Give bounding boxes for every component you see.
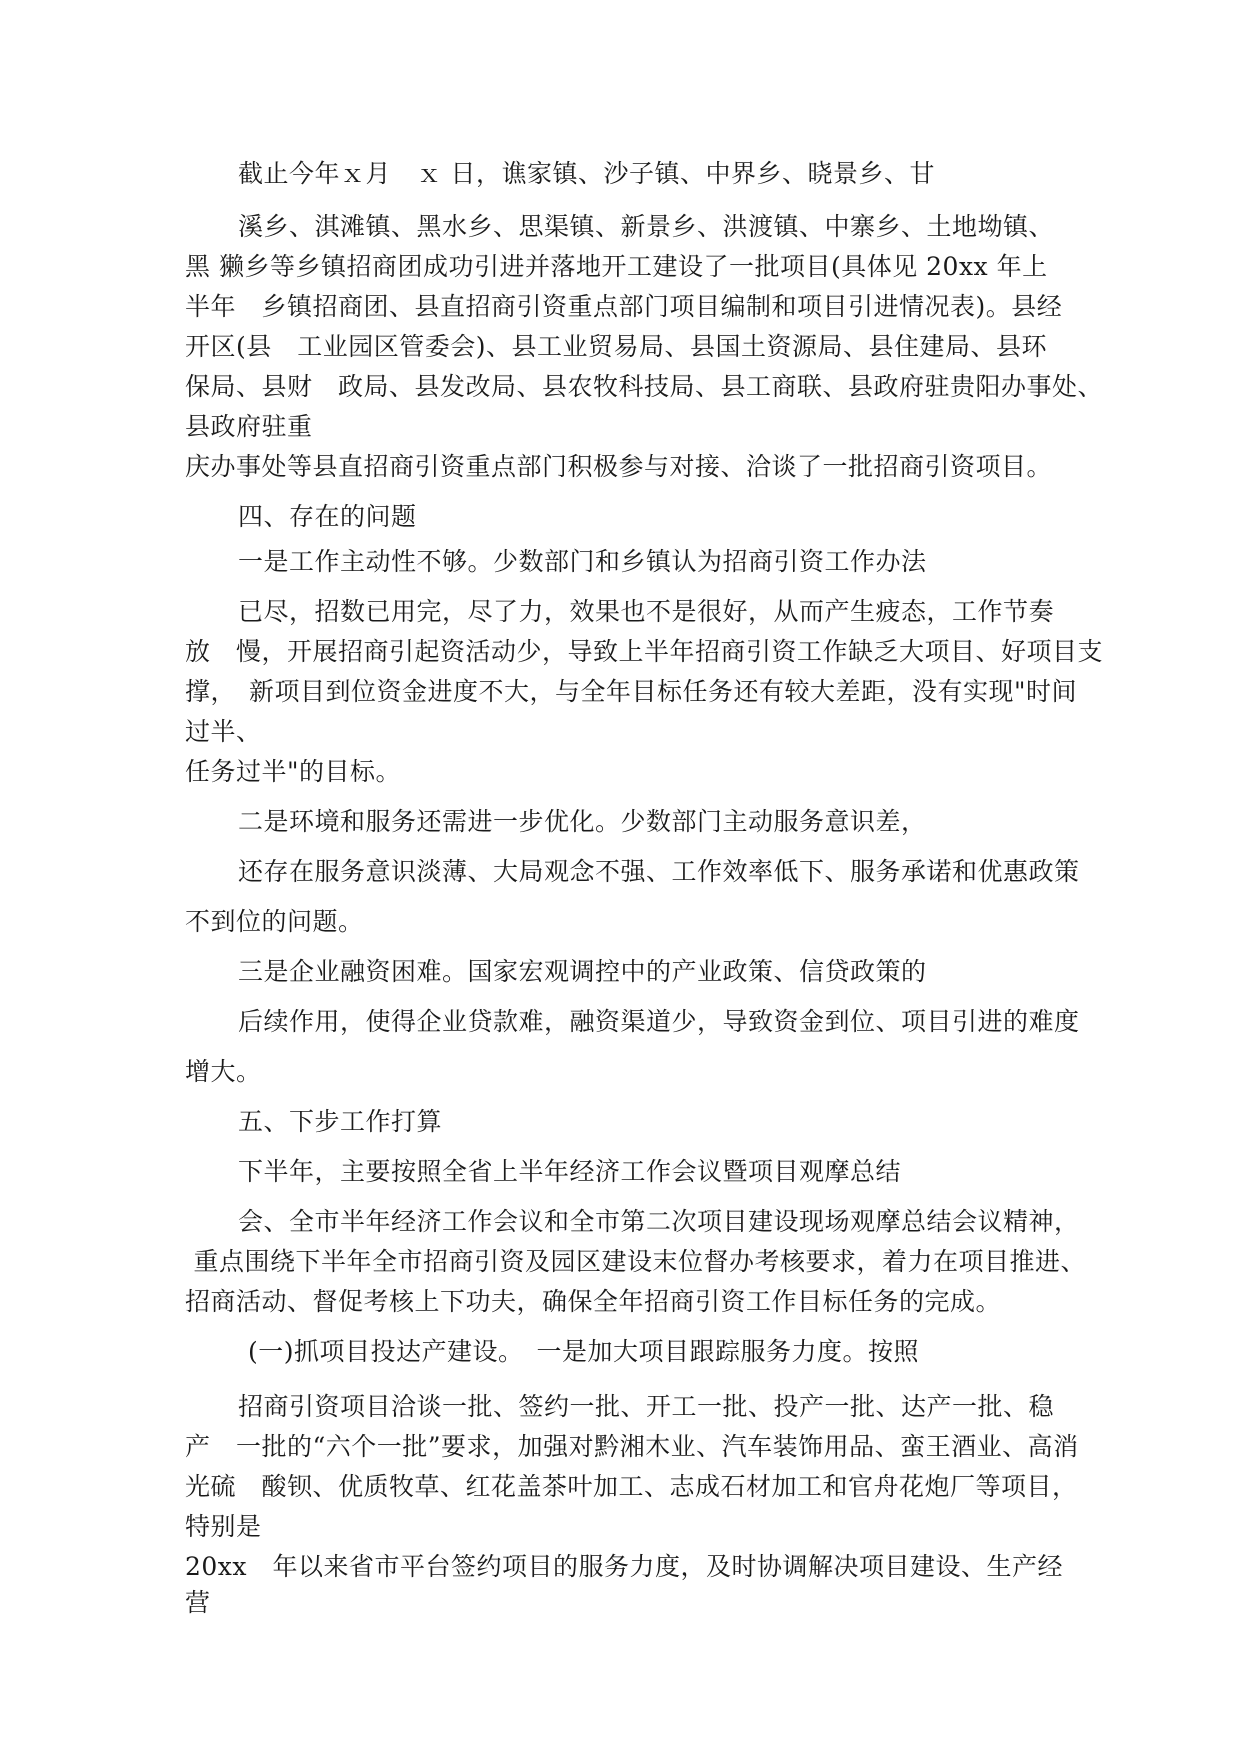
text-line: 半年 乡镇招商团、县直招商引资重点部门项目编制和项目引进情况表)。县经 xyxy=(185,292,1063,321)
text-line: 撑， 新项目到位资金进度不大，与全年目标任务还有较大差距，没有实现"时间 xyxy=(185,677,1078,706)
text-line: 光硫 酸钡、优质牧草、红花盖茶叶加工、志成石材加工和官舟花炮厂等项目， xyxy=(185,1472,1078,1501)
text-line: 招商活动、督促考核上下功夫，确保全年招商引资工作目标任务的完成。 xyxy=(185,1287,1002,1316)
text-line: 截止今年ｘ月 ｘ 日，谯家镇、沙子镇、中界乡、晓景乡、甘 xyxy=(238,159,935,188)
text-line: 会、全市半年经济工作会议和全市第二次项目建设现场观摩总结会议精神， xyxy=(238,1207,1080,1236)
section-heading: 五、下步工作打算 xyxy=(238,1107,443,1136)
text-line: 后续作用，使得企业贷款难，融资渠道少，导致资金到位、项目引进的难度 xyxy=(238,1007,1080,1036)
text-line: 开区(县 工业园区管委会)、县工业贸易局、县国土资源局、县住建局、县环 xyxy=(185,332,1048,361)
text-line: 还存在服务意识淡薄、大局观念不强、工作效率低下、服务承诺和优惠政策 xyxy=(238,857,1080,886)
text-line: 溪乡、淇滩镇、黑水乡、思渠镇、新景乡、洪渡镇、中寨乡、土地坳镇、 xyxy=(238,212,1055,241)
text-line: 20xx 年以来省市平台签约项目的服务力度，及时协调解决项目建设、生产经 xyxy=(185,1552,1064,1581)
text-line: 重点围绕下半年全市招商引资及园区建设末位督办考核要求，着力在项目推进、 xyxy=(185,1247,1086,1276)
text-line: 营 xyxy=(185,1588,211,1617)
text-line: 县政府驻重 xyxy=(185,412,313,441)
text-line: 下半年，主要按照全省上半年经济工作会议暨项目观摩总结 xyxy=(238,1157,902,1186)
text-line: 保局、县财 政局、县发改局、县农牧科技局、县工商联、县政府驻贵阳办事处、 xyxy=(185,372,1104,401)
text-line: 已尽，招数已用完，尽了力，效果也不是很好，从而产生疲态，工作节奏 xyxy=(238,597,1055,626)
text-line: 产 一批的“六个一批”要求，加强对黔湘木业、汽车装饰用品、蛮王酒业、高消 xyxy=(185,1432,1079,1461)
text-line: 不到位的问题。 xyxy=(185,907,364,936)
subsection-heading: (一)抓项目投达产建设。 一是加大项目跟踪服务力度。按照 xyxy=(248,1337,920,1366)
text-line: 放 慢，开展招商引起资活动少，导致上半年招商引资工作缺乏大项目、好项目支 xyxy=(185,637,1104,666)
section-heading: 四、存在的问题 xyxy=(238,502,417,531)
text-line: 二是环境和服务还需进一步优化。少数部门主动服务意识差， xyxy=(238,807,927,836)
text-line: 过半、 xyxy=(185,717,262,746)
text-line: 特别是 xyxy=(185,1512,262,1541)
text-line: 庆办事处等县直招商引资重点部门积极参与对接、洽谈了一批招商引资项目。 xyxy=(185,452,1053,481)
text-line: 一是工作主动性不够。少数部门和乡镇认为招商引资工作办法 xyxy=(238,547,927,576)
text-line: 招商引资项目洽谈一批、签约一批、开工一批、投产一批、达产一批、稳 xyxy=(238,1392,1055,1421)
text-line: 增大。 xyxy=(185,1057,262,1086)
text-line: 黑 獭乡等乡镇招商团成功引进并落地开工建设了一批项目(具体见 20xx 年上 xyxy=(185,252,1048,281)
text-line: 三是企业融资困难。国家宏观调控中的产业政策、信贷政策的 xyxy=(238,957,927,986)
text-line: 任务过半"的目标。 xyxy=(185,757,401,786)
